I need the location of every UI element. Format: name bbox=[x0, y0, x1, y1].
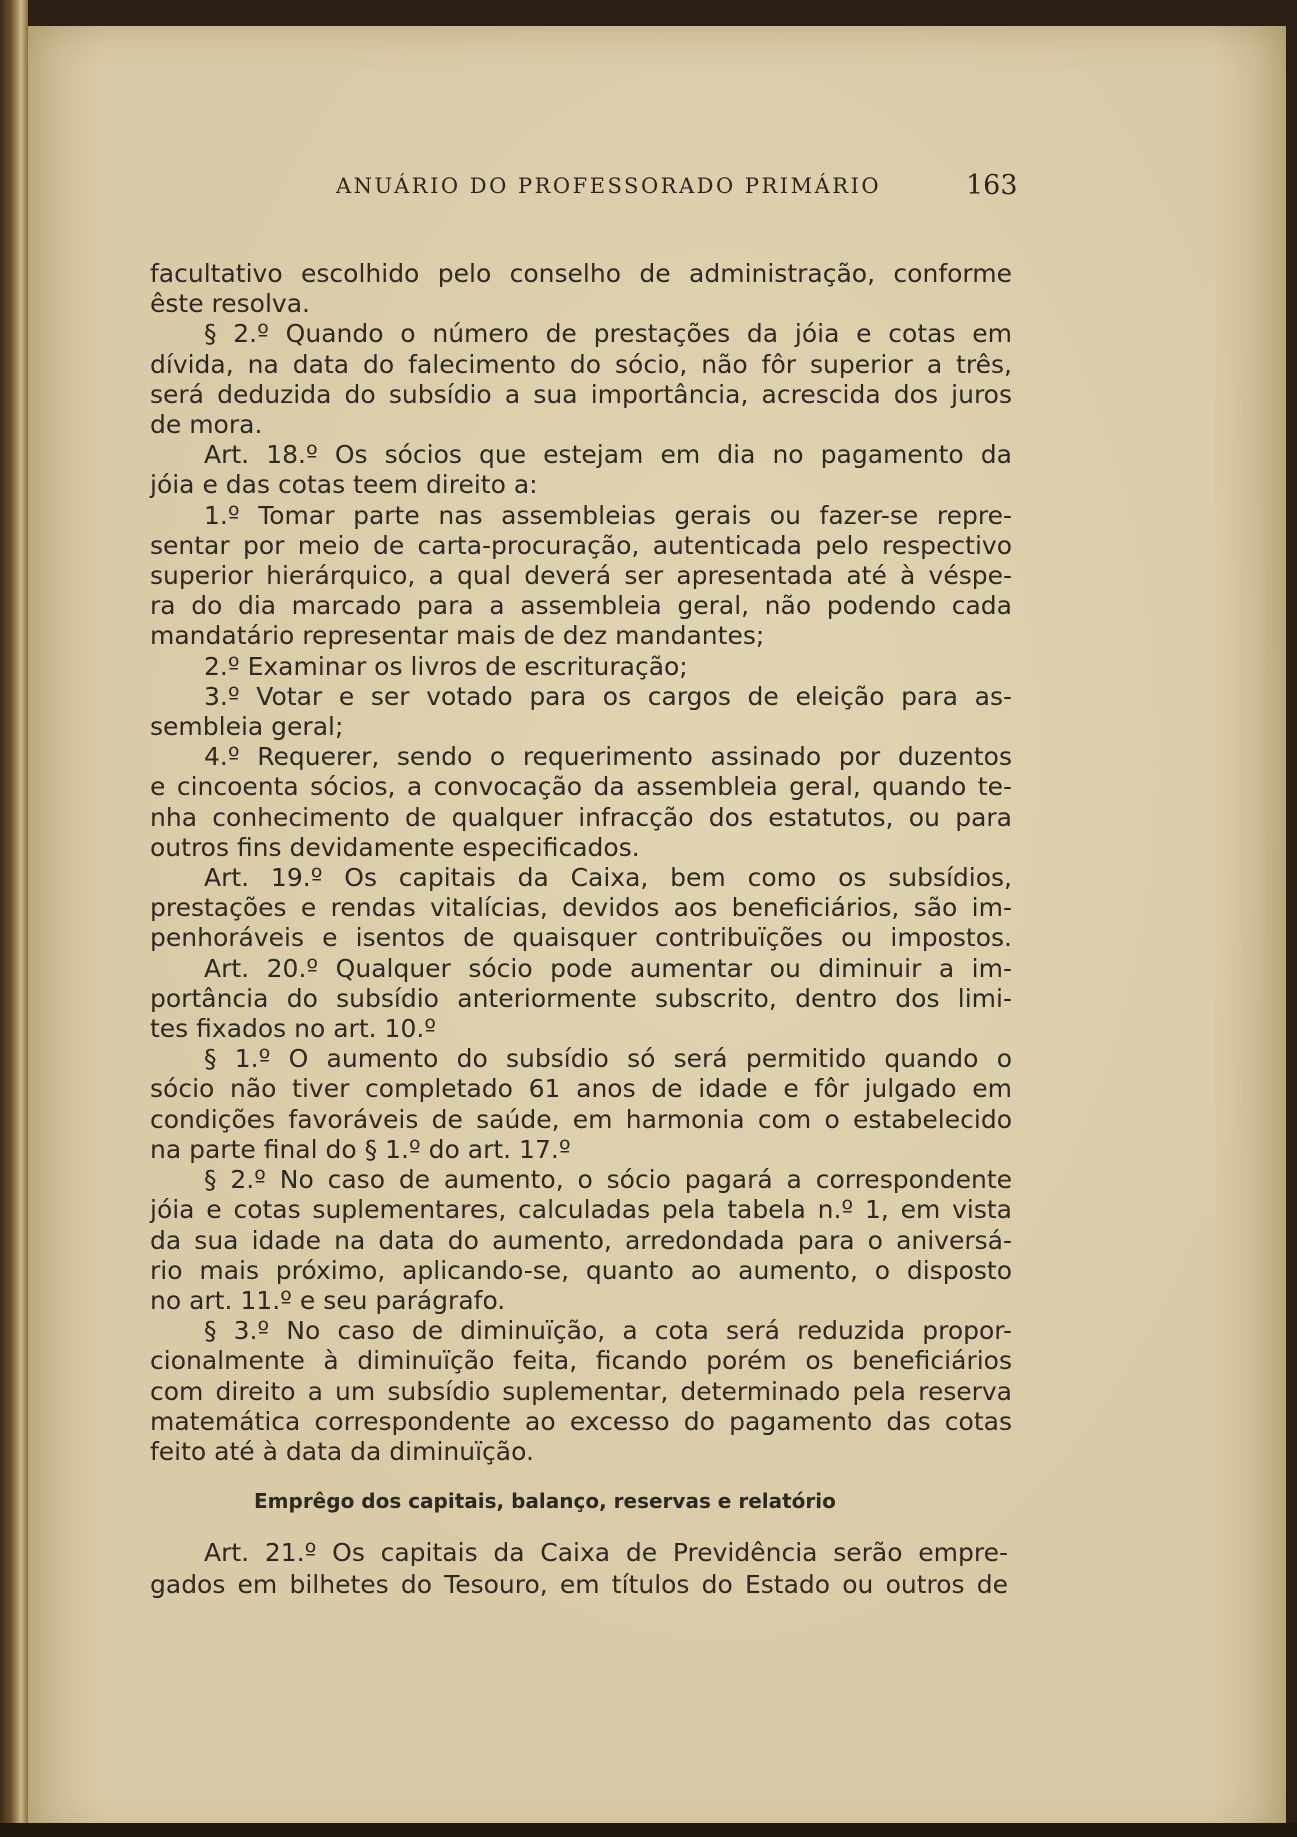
page-number: 163 bbox=[966, 170, 1018, 201]
text-line: êste resolva. bbox=[150, 289, 310, 319]
text-line: condições favoráveis de saúde, em harmonia com o estabelecido bbox=[150, 1104, 1012, 1134]
text-line: será deduzida do subsídio a sua importância, acrescida dos juros bbox=[150, 379, 1012, 409]
text-line: § 3.º No caso de diminuïção, a cota será reduzida propor- bbox=[204, 1316, 1012, 1346]
text-line: feito até à data da diminuïção. bbox=[150, 1436, 534, 1466]
binding-edge bbox=[0, 0, 28, 1837]
text-line: mandatário representar mais de dez mandantes; bbox=[150, 621, 765, 651]
text-line: no art. 11.º e seu parágrafo. bbox=[150, 1285, 506, 1315]
text-line: jóia e cotas suplementares, calculadas pela tabela n.º 1, em vista bbox=[150, 1195, 1012, 1225]
text-line: nha conhecimento de qualquer infracção dos estatutos, ou para bbox=[150, 802, 1012, 832]
text-line: outros fins devidamente especificados. bbox=[150, 832, 640, 862]
text-line: facultativo escolhido pelo conselho de administração, conforme bbox=[150, 259, 1012, 288]
text-line: rio mais próximo, aplicando-se, quanto ao aumento, o disposto bbox=[150, 1255, 1012, 1285]
text-line: matemática correspondente ao excesso do pagamento das cotas bbox=[150, 1406, 1012, 1436]
text-line: jóia e das cotas teem direito a: bbox=[150, 470, 538, 500]
text-line: sembleia geral; bbox=[150, 712, 344, 742]
text-line: cionalmente à diminuïção feita, ficando porém os beneficiários bbox=[150, 1346, 1012, 1376]
text-line: Art. 21.º Os capitais da Caixa de Previdência serão empre- bbox=[204, 1538, 1008, 1567]
text-line: 2.º Examinar os livros de escrituração; bbox=[204, 651, 688, 681]
text-line: penhoráveis e isentos de quaisquer contribuïções ou impostos. bbox=[150, 923, 1012, 953]
text-line: portância do subsídio anteriormente subscrito, dentro dos limi- bbox=[150, 983, 1012, 1013]
text-line: § 1.º O aumento do subsídio só será permitido quando o bbox=[204, 1044, 1012, 1074]
text-line: 1.º Tomar parte nas assembleias gerais ou fazer-se repre- bbox=[204, 500, 1012, 530]
text-line: sócio não tiver completado 61 anos de idade e fôr julgado em bbox=[150, 1074, 1012, 1104]
text-line: § 2.º Quando o número de prestações da jóia e cotas em bbox=[204, 319, 1012, 349]
text-line: com direito a um subsídio suplementar, determinado pela reserva bbox=[150, 1376, 1012, 1406]
text-line: sentar por meio de carta-procuração, autenticada pelo respectivo bbox=[150, 530, 1012, 560]
text-line: Art. 19.º Os capitais da Caixa, bem como os subsídios, bbox=[204, 863, 1012, 893]
text-line: 4.º Requerer, sendo o requerimento assinado por duzentos bbox=[204, 742, 1012, 772]
running-head: ANUÁRIO DO PROFESSORADO PRIMÁRIO bbox=[336, 174, 882, 198]
text-line: gados em bilhetes do Tesouro, em títulos do Estado ou outros de bbox=[150, 1570, 1008, 1599]
bottom-edge bbox=[0, 1823, 1297, 1837]
text-line: Art. 20.º Qualquer sócio pode aumentar ou diminuir a im- bbox=[204, 953, 1012, 983]
text-line: tes fixados no art. 10.º bbox=[150, 1014, 437, 1044]
text-line: e cincoenta sócios, a convocação da assembleia geral, quando te- bbox=[150, 772, 1012, 802]
text-line: prestações e rendas vitalícias, devidos aos beneficiários, são im- bbox=[150, 893, 1012, 923]
text-line: Art. 18.º Os sócios que estejam em dia no pagamento da bbox=[204, 440, 1012, 470]
body-text bbox=[150, 259, 1012, 1467]
text-line: da sua idade na data do aumento, arredondada para o aniversá- bbox=[150, 1225, 1012, 1255]
closing-text bbox=[150, 1537, 1008, 1601]
text-line: superior hierárquico, a qual deverá ser apresentada até à véspe- bbox=[150, 561, 1012, 591]
text-line: 3.º Votar e ser votado para os cargos de eleição para as- bbox=[204, 681, 1012, 711]
text-line: ra do dia marcado para a assembleia geral, não podendo cada bbox=[150, 591, 1012, 621]
text-line: dívida, na data do falecimento do sócio, não fôr superior a três, bbox=[150, 349, 1012, 379]
section-heading: Emprêgo dos capitais, balanço, reservas e relatório bbox=[254, 1489, 836, 1513]
text-line: § 2.º No caso de aumento, o sócio pagará a correspondente bbox=[204, 1165, 1012, 1195]
text-line: na parte final do § 1.º do art. 17.º bbox=[150, 1134, 571, 1164]
text-line: de mora. bbox=[150, 410, 263, 440]
